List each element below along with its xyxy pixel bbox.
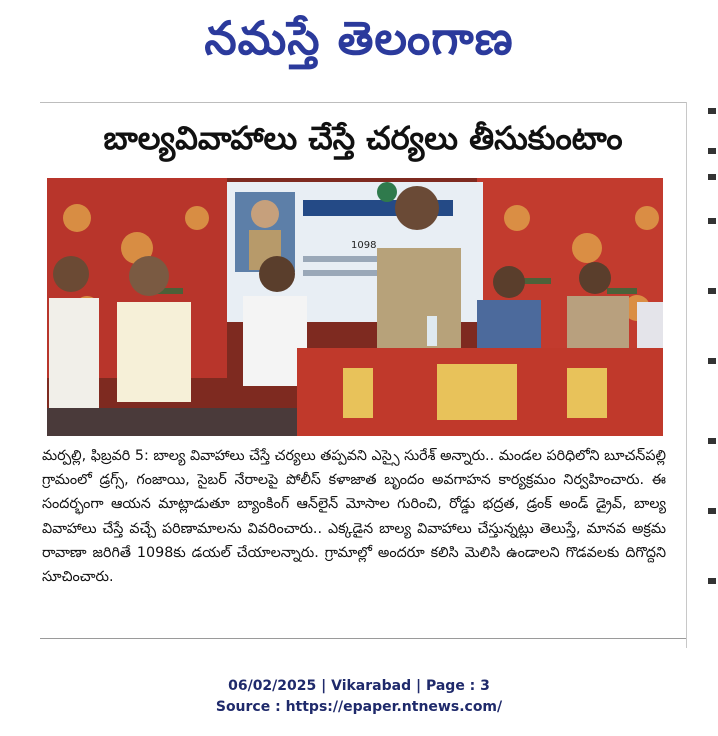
source-footer [0, 676, 718, 718]
adjacent-column-fragment [708, 108, 718, 628]
banner-number: 1098 [351, 240, 377, 251]
top-divider [40, 102, 686, 103]
bottom-divider [40, 638, 686, 639]
article-photo [47, 178, 663, 436]
article-headline: బాల్యవివాహాలు చేస్తే చర్యలు తీసుకుంటాం [103, 119, 623, 157]
article-body: మర్పల్లి, ఫిబ్రవరి 5: బాల్య వివాహాలు చేస్తే చర్యలు తప్పవని ఎస్సై సురేశ్ అన్నారు.. మండల పరిధిలోని బూచన్‌పల్లి గ్రామంలో డ్రగ్స్, గంజాయి, సైబర్ నేరాలపై పోలీస్ కళాజాత బృందం అవగాహన కార్యక్రమం నిర్వహించారు. ఈ సందర్భంగా ఆయన మాట్లాడుతూ బ్యాంకింగ్ ఆన్‌లైన్ మోసాల గురించి, రోడ్డు భద్రత, డ్రంక్ అండ్ డ్రైవ్, బాల్య వివాహాలు చేస్తే వచ్చే పరిణామాలను వివరించారు.. ఎక్కడైన బాల్య వివాహాలు చేస్తున్నట్లు తెలుస్తే, మానవ అక్రమ రావాణా జరిగితే 1098కు డయల్ చేయాలన్నారు. గ్రామాల్లో అందరూ కలిసి మెలిసి ఉండాలని గొడవలకు దిగొద్దని సూచించారు. [42, 448, 666, 586]
dateline: 06/02/2025 | Vikarabad | Page : 3 [228, 678, 490, 694]
masthead-logo: నమస్తే తెలంగాణ [204, 11, 514, 65]
news-clipping [40, 102, 687, 648]
source-link[interactable]: Source : https://epaper.ntnews.com/ [215, 699, 503, 715]
